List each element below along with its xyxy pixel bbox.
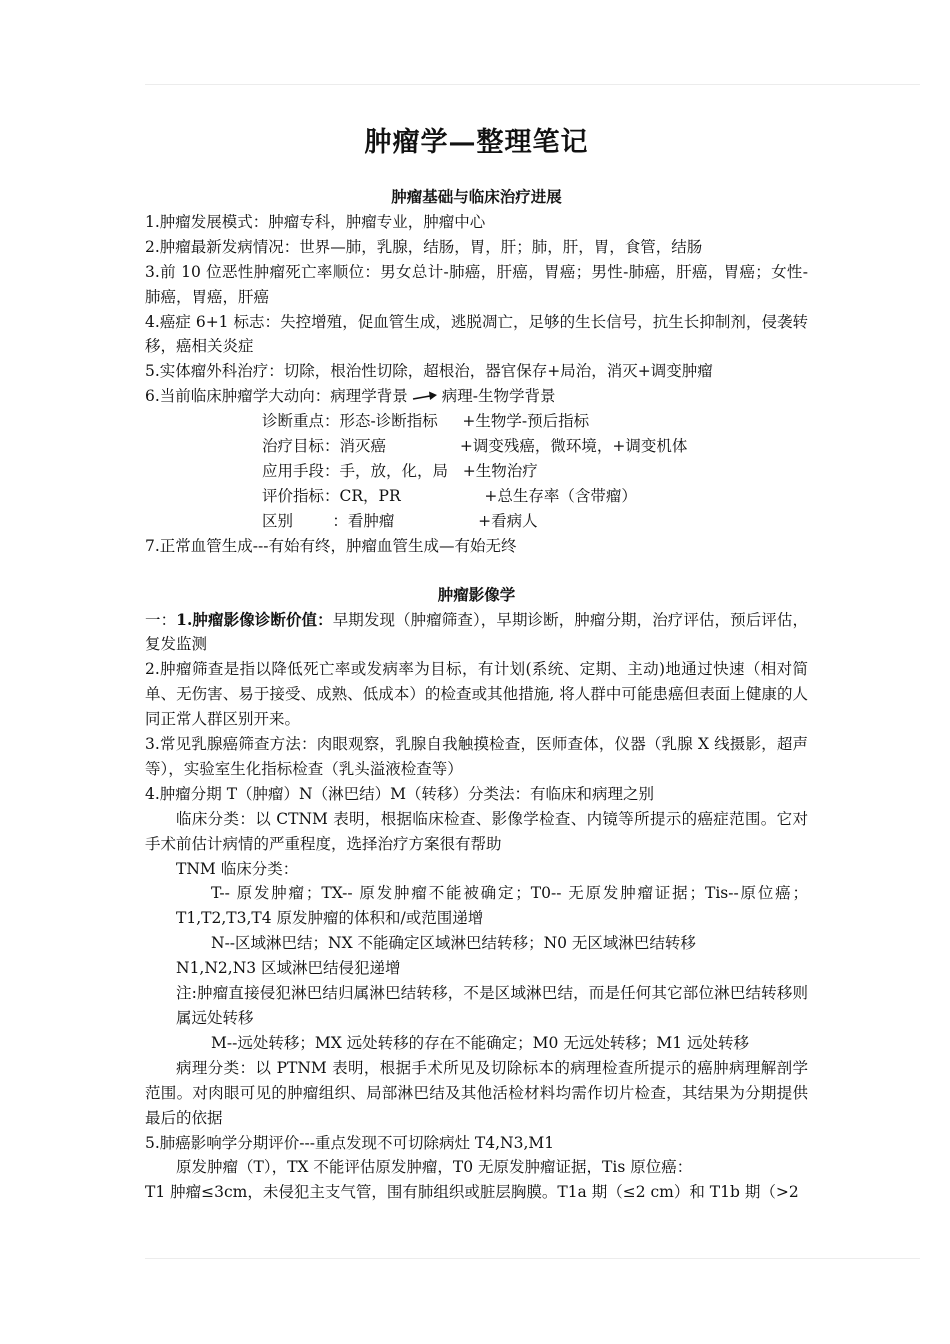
item-incidence: 2.肿瘤最新发病情况：世界—肺，乳腺，结肠，胃，肝；肺，肝，胃，食管，结肠 [145, 237, 703, 256]
trend-from: 6.当前临床肿瘤学大动向：病理学背景 [145, 387, 408, 406]
item-clinical-classification: 临床分类：以 CTNM 表明，根据临床检查、影像学检查、内镜等所提示的癌症范围。它对手术前估计病情的严重程度，选择治疗方案很有帮助 [145, 809, 808, 853]
item-m-classification: M--远处转移；MX 远处转移的存在不能确定；M0 无远处转移；M1 远处转移 [211, 1033, 749, 1052]
bottom-rule [145, 1258, 920, 1259]
trend-methods: 应用手段：手，放，化，局 +生物治疗 [262, 461, 538, 480]
item-t1-definition: T1 肿瘤≤3cm，未侵犯主支气管，围有肺组织或脏层胸膜。T1a 期（≤2 cm）和 T1b 期（>2 [145, 1183, 799, 1202]
trend-difference: 区别 ：看肿瘤 +看病人 [262, 511, 538, 530]
trend-to: 病理-生物学背景 [441, 387, 556, 406]
right-arrow-icon [412, 390, 438, 404]
item-prefix: 一： [145, 610, 177, 629]
item-screening-definition: 2.肿瘤筛查是指以降低死亡率或发病率为目标，有计划(系统、定期、主动)地通过快速（相对简单、无伤害、易于接受、成熟、低成本）的检查或其他措施, 将人群中可能患癌但表面上健康的人同正常人群区别开来。 [145, 660, 808, 729]
item-lung-staging: 5.肺癌影响学分期评价---重点发现不可切除病灶 T4,N3,M1 [145, 1133, 555, 1152]
section-title-imaging: 肿瘤影像学 [437, 584, 516, 604]
item-n-classification: N--区域淋巴结；NX 不能确定区域淋巴结转移；N0 无区域淋巴结转移 [211, 934, 696, 953]
item-breast-screening: 3.常见乳腺癌筛查方法：肉眼观察，乳腺自我触摸检查，医师查体，仪器（乳腺 X 线摄影，超声等），实验室生化指标检查（乳头溢液检查等） [145, 735, 808, 778]
item-tnm-staging: 4.肿瘤分期 T（肿瘤）N（淋巴结）M（转移）分类法：有临床和病理之别 [145, 784, 654, 803]
item-imaging-value [145, 608, 808, 658]
item-cancer-hallmarks: 4.癌症 6+1 标志：失控增殖，促血管生成，逃脱凋亡，足够的生长信号，抗生长抑制剂，侵袭转移，癌相关炎症 [145, 312, 808, 356]
item-mortality-rank: 3.前 10 位恶性肿瘤死亡率顺位：男女总计-肺癌，肝癌，胃癌；男性-肺癌，肝癌，胃癌；女性-肺癌，胃癌，肝癌 [145, 262, 808, 306]
section-imaging [145, 583, 808, 1206]
item-primary-tumor: 原发肿瘤（T），TX 不能评估原发肿瘤，T0 无原发肿瘤证据，Tis 原位癌： [176, 1158, 693, 1177]
item-clinical-trend [145, 384, 808, 409]
item-tnm-clinical-heading: TNM 临床分类： [176, 859, 299, 878]
top-rule [145, 84, 920, 85]
document-title: 肿瘤学—整理笔记 [364, 127, 589, 158]
item-development-mode: 1.肿瘤发展模式：肿瘤专科，肿瘤专业，肿瘤中心 [145, 212, 486, 231]
item-note: 注:肿瘤直接侵犯淋巴结归属淋巴结转移，不是区域淋巴结，而是任何其它部位淋巴结转移则属远处转移 [176, 984, 808, 1027]
item-angiogenesis: 7.正常血管生成---有始有终，肿瘤血管生成—有始无终 [145, 536, 517, 555]
section-title-basics: 肿瘤基础与临床治疗进展 [391, 187, 562, 206]
trend-diagnosis-focus: 诊断重点：形态-诊断指标 +生物学-预后指标 [262, 412, 590, 431]
item-t-classification: T-- 原发肿瘤；TX-- 原发肿瘤不能被确定；T0-- 无原发肿瘤证据；Tis--原位癌；T1,T2,T3,T4 原发肿瘤的体积和/或范围递增 [176, 884, 808, 928]
trend-treatment-goal: 治疗目标：消灭癌 +调变残癌，微环境，+调变机体 [262, 437, 688, 456]
item-imaging-value-text: 早期发现（肿瘤筛查），早期诊断，肿瘤分期，治疗评估，预后评估，复发监测 [145, 610, 808, 654]
item-surgical-treatment: 5.实体瘤外科治疗：切除，根治性切除，超根治，器官保存+局治，消灭+调变肿瘤 [145, 362, 713, 381]
section-basics [145, 185, 808, 559]
item-n-increase: N1,N2,N3 区域淋巴结侵犯递增 [176, 959, 401, 978]
item-imaging-value-label: 1.肿瘤影像诊断价值： [176, 609, 333, 629]
document-page [145, 126, 808, 1205]
trend-evaluation: 评价指标：CR，PR +总生存率（含带瘤） [262, 486, 637, 505]
item-pathology-classification: 病理分类：以 PTNM 表明，根据手术所见及切除标本的病理检查所提示的癌肿病理解剖学范围。对肉眼可见的肿瘤组织、局部淋巴结及其他活检材料均需作切片检查，其结果为分期提供最后的依据 [145, 1058, 808, 1127]
